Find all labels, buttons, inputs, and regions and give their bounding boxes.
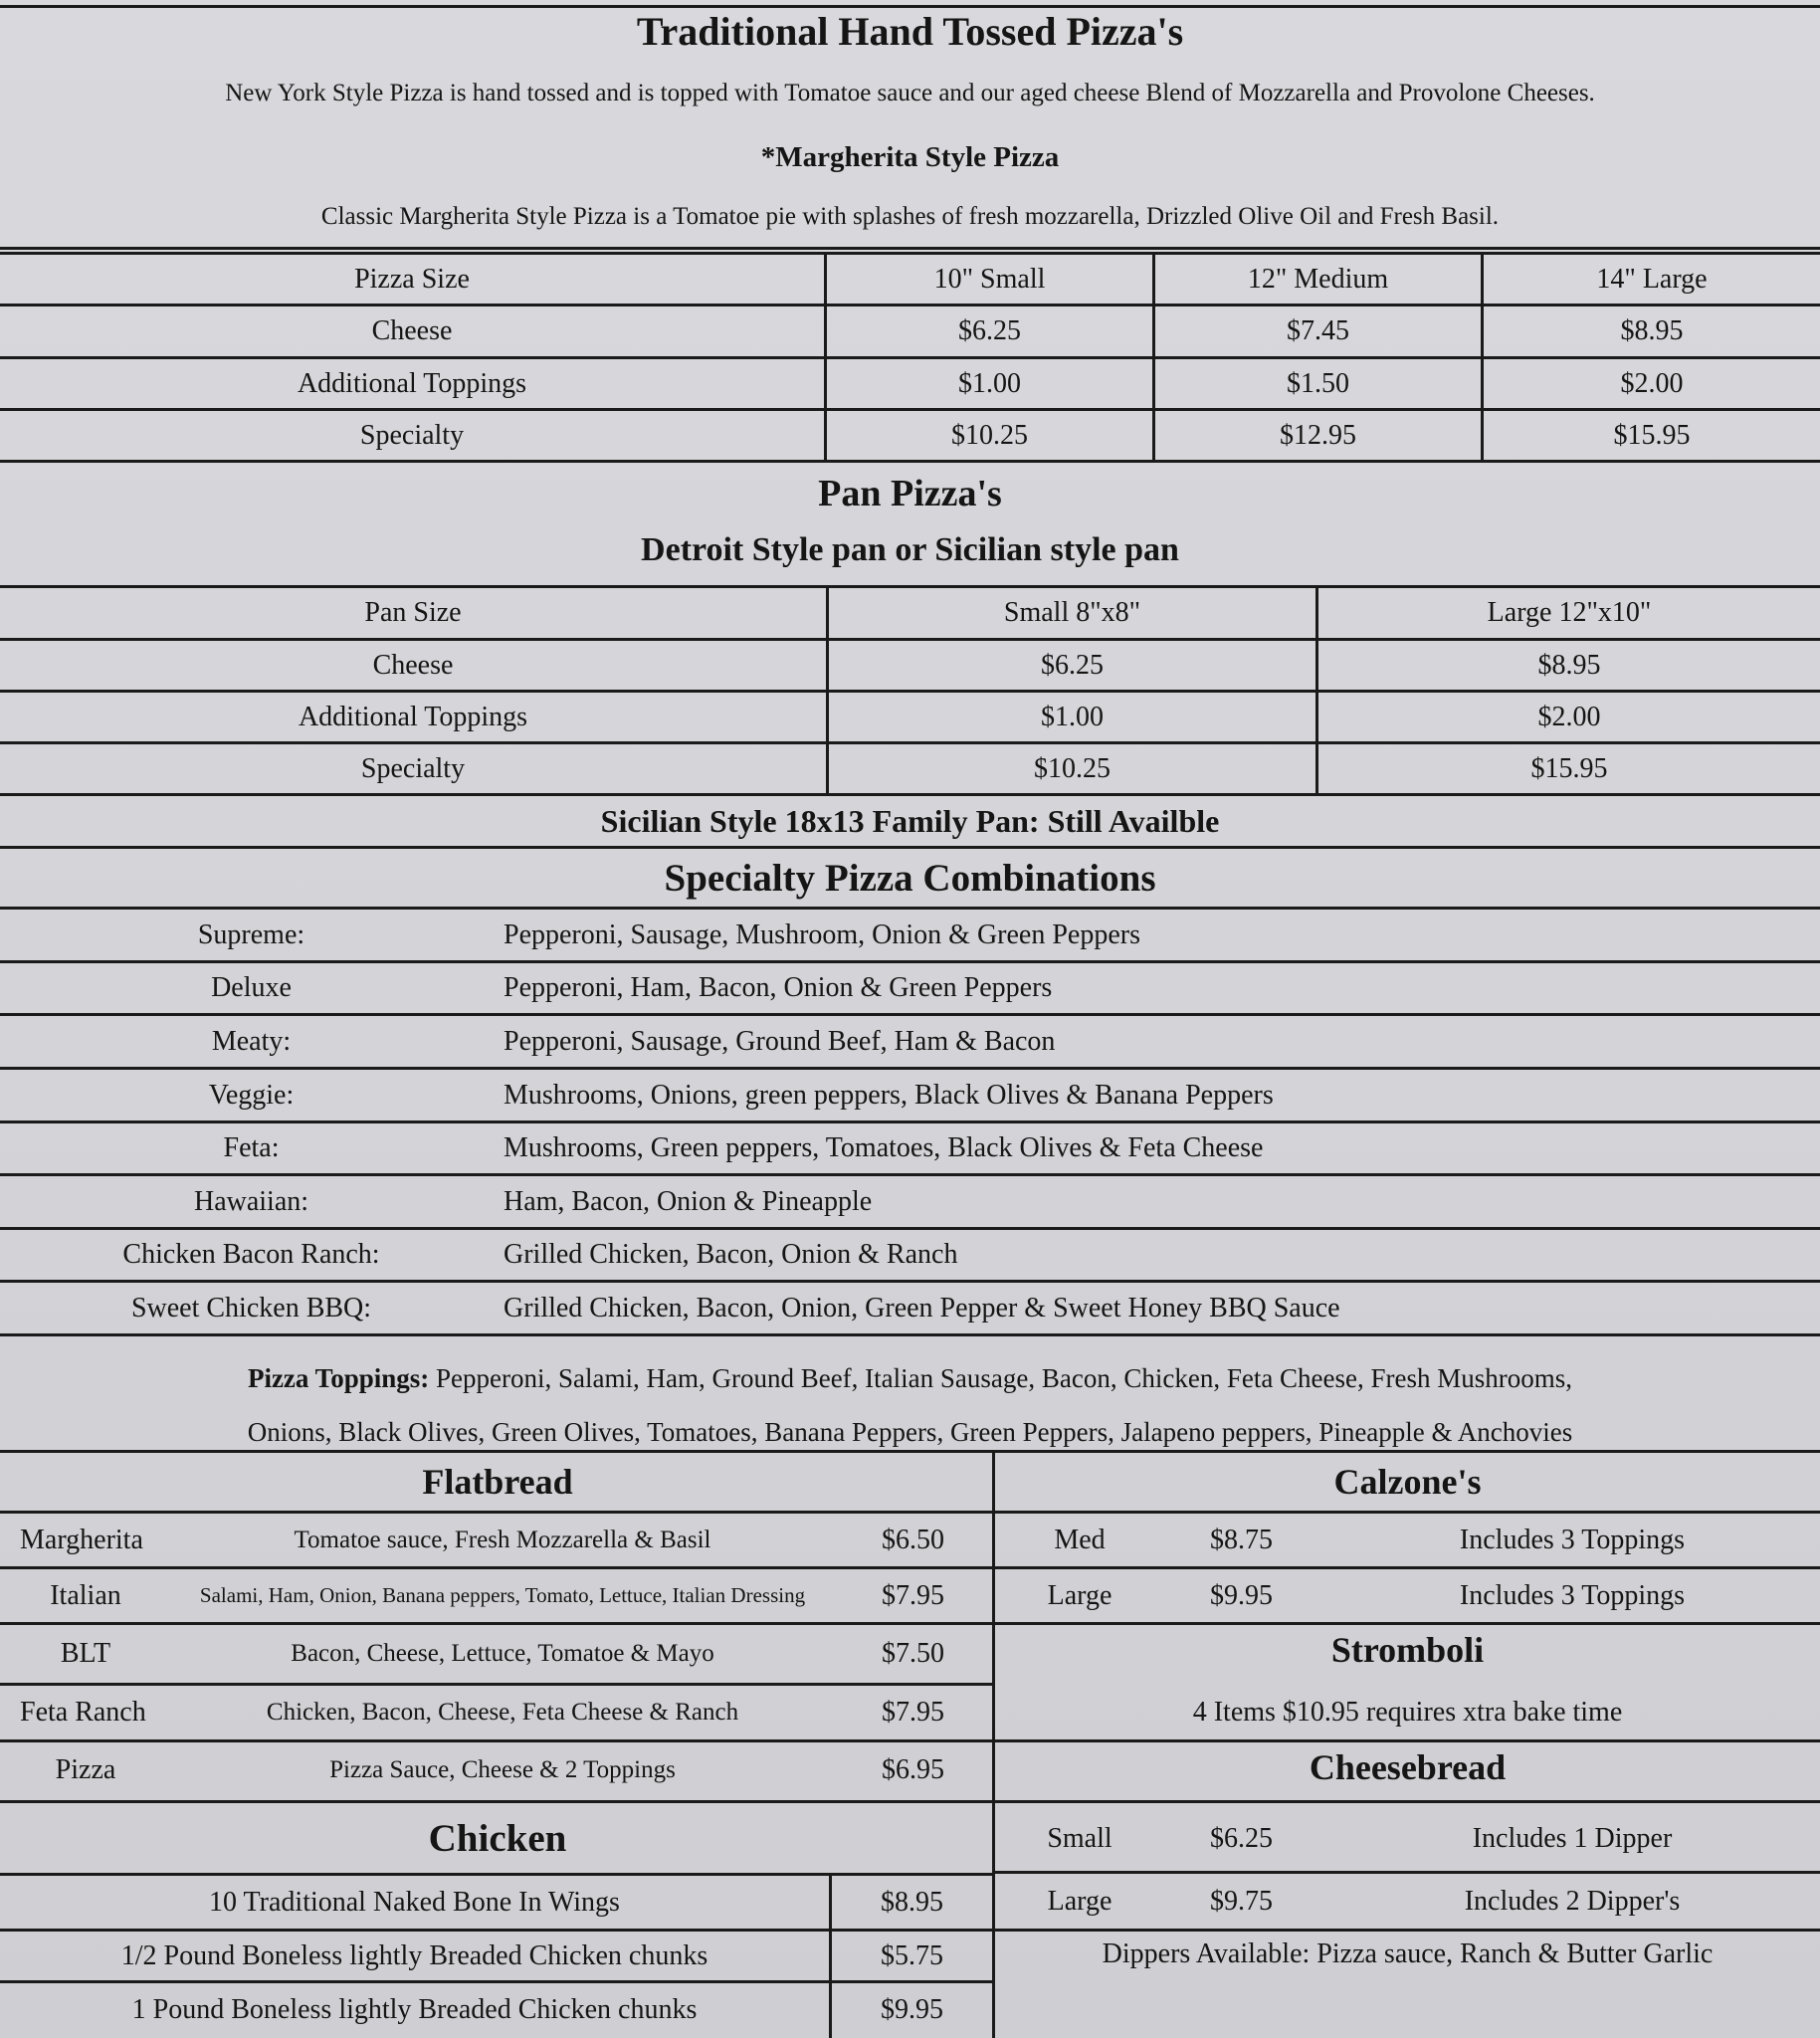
cheesebread-title: Cheesebread <box>1309 1747 1507 1787</box>
pan-row-label: Additional Toppings <box>298 701 528 732</box>
traditional-row-price: $2.00 <box>1620 367 1684 399</box>
traditional-row-label: Specialty <box>359 419 465 451</box>
calzone-note: Includes 3 Toppings <box>1459 1524 1686 1555</box>
specialty-name: Deluxe <box>211 972 292 1003</box>
traditional-row-price: $10.25 <box>951 419 1028 451</box>
traditional-description: New York Style Pizza is hand tossed and is topped with Tomatoe sauce and our aged cheese Blend of Mozzarella and Provolone Cheeses. <box>225 80 1595 106</box>
flatbread-price: $6.95 <box>882 1754 944 1785</box>
specialty-desc: Pepperoni, Ham, Bacon, Onion & Green Peppers <box>504 972 1053 1003</box>
chicken-price: $8.95 <box>881 1886 943 1918</box>
family-pan-note: Sicilian Style 18x13 Family Pan: Still Availble <box>600 802 1220 839</box>
pan-subtitle: Detroit Style pan or Sicilian style pan <box>641 531 1179 568</box>
pan-header-large: Large 12"x10" <box>1487 597 1652 628</box>
specialty-name: Veggie: <box>208 1079 295 1111</box>
specialty-desc: Pepperoni, Sausage, Mushroom, Onion & Green Peppers <box>504 918 1141 950</box>
specialty-desc: Pepperoni, Sausage, Ground Beef, Ham & Bacon <box>504 1025 1056 1057</box>
flatbread-price: $7.95 <box>882 1697 944 1728</box>
flatbread-name: BLT <box>60 1638 111 1669</box>
specialty-desc: Grilled Chicken, Bacon, Onion & Ranch <box>504 1239 958 1270</box>
traditional-row-price: $15.95 <box>1613 419 1691 451</box>
toppings-label: Pizza Toppings: <box>247 1363 430 1393</box>
traditional-header-medium: 12" Medium <box>1247 263 1389 295</box>
chicken-price: $9.95 <box>881 1993 943 2025</box>
flatbread-desc: Tomatoe sauce, Fresh Mozzarella & Basil <box>294 1526 711 1553</box>
specialty-desc: Mushrooms, Onions, green peppers, Black Olives & Banana Peppers <box>504 1079 1274 1111</box>
flatbread-desc: Salami, Ham, Onion, Banana peppers, Tomato, Lettuce, Italian Dressing <box>199 1583 806 1607</box>
flatbread-desc: Chicken, Bacon, Cheese, Feta Cheese & Ranch <box>266 1699 739 1726</box>
cheesebread-note: Includes 2 Dipper's <box>1464 1885 1681 1917</box>
flatbread-desc: Pizza Sauce, Cheese & 2 Toppings <box>329 1756 676 1783</box>
calzone-note: Includes 3 Toppings <box>1459 1579 1686 1611</box>
cheesebread-size: Large <box>1047 1885 1112 1917</box>
traditional-title: Traditional Hand Tossed Pizza's <box>636 9 1184 54</box>
specialty-desc: Mushrooms, Green peppers, Tomatoes, Black Olives & Feta Cheese <box>504 1132 1264 1163</box>
flatbread-price: $6.50 <box>882 1524 944 1555</box>
flatbread-price: $7.95 <box>882 1579 944 1611</box>
specialty-name: Meaty: <box>211 1025 292 1057</box>
calzone-size: Med <box>1054 1524 1106 1555</box>
pan-row-price: $6.25 <box>1041 649 1104 681</box>
specialty-name: Supreme: <box>197 918 305 950</box>
traditional-header-small: 10" Small <box>933 263 1046 295</box>
flatbread-desc: Bacon, Cheese, Lettuce, Tomatoe & Mayo <box>291 1640 714 1667</box>
chicken-desc: 1 Pound Boneless lightly Breaded Chicken chunks <box>131 1993 698 2025</box>
pan-row-price: $10.25 <box>1034 752 1111 784</box>
specialty-name: Sweet Chicken BBQ: <box>130 1292 372 1324</box>
pan-header-size: Pan Size <box>364 597 462 628</box>
toppings-line-1: Pepperoni, Salami, Ham, Ground Beef, Italian Sausage, Bacon, Chicken, Feta Cheese, Fresh Mushrooms, <box>429 1363 1573 1393</box>
traditional-row-price: $7.45 <box>1287 315 1349 346</box>
margherita-title: *Margherita Style Pizza <box>760 141 1060 173</box>
flatbread-price: $7.50 <box>882 1638 944 1669</box>
calzone-size: Large <box>1047 1579 1112 1611</box>
chicken-title: Chicken <box>428 1816 567 1860</box>
pan-row-label: Specialty <box>360 752 466 784</box>
traditional-row-price: $1.00 <box>958 367 1021 399</box>
cheesebread-price: $6.25 <box>1210 1823 1273 1854</box>
pan-row-price: $2.00 <box>1537 701 1601 732</box>
traditional-row-label: Cheese <box>371 315 453 346</box>
flatbread-name: Pizza <box>55 1754 116 1785</box>
calzone-price: $8.75 <box>1210 1524 1273 1555</box>
chicken-price: $5.75 <box>881 1939 943 1971</box>
chicken-desc: 1/2 Pound Boneless lightly Breaded Chicken chunks <box>120 1939 708 1971</box>
margherita-description: Classic Margherita Style Pizza is a Tomatoe pie with splashes of fresh mozzarella, Drizzled Olive Oil and Fresh Basil. <box>320 203 1500 230</box>
specialty-title: Specialty Pizza Combinations <box>664 856 1156 900</box>
traditional-row-price: $8.95 <box>1620 315 1684 346</box>
stromboli-title: Stromboli <box>1330 1630 1485 1670</box>
flatbread-name: Italian <box>50 1579 121 1611</box>
chicken-desc: 10 Traditional Naked Bone In Wings <box>209 1886 620 1918</box>
dippers-note: Dippers Available: Pizza sauce, Ranch & Butter Garlic <box>1102 1938 1714 1969</box>
flatbread-name: Margherita <box>20 1524 143 1555</box>
toppings-text <box>0 1351 1820 1459</box>
flatbread-name: Feta Ranch <box>20 1697 146 1728</box>
specialty-name: Feta: <box>223 1132 280 1163</box>
pan-header-small: Small 8"x8" <box>1003 597 1141 628</box>
cheesebread-note: Includes 1 Dipper <box>1472 1823 1673 1854</box>
pan-row-price: $15.95 <box>1530 752 1608 784</box>
specialty-desc: Ham, Bacon, Onion & Pineapple <box>504 1185 873 1217</box>
cheesebread-size: Small <box>1047 1823 1112 1854</box>
traditional-header-large: 14" Large <box>1596 263 1708 295</box>
pan-row-price: $1.00 <box>1041 701 1104 732</box>
traditional-row-label: Additional Toppings <box>297 367 527 399</box>
pan-row-price: $8.95 <box>1537 649 1601 681</box>
traditional-header-size: Pizza Size <box>354 263 470 295</box>
toppings-line-2: Onions, Black Olives, Green Olives, Tomatoes, Banana Peppers, Green Peppers, Jalapeno peppers, Pineapple & Anchovies <box>247 1417 1573 1447</box>
traditional-row-price: $1.50 <box>1287 367 1349 399</box>
cheesebread-price: $9.75 <box>1210 1885 1273 1917</box>
specialty-name: Chicken Bacon Ranch: <box>122 1239 380 1270</box>
pan-title: Pan Pizza's <box>818 473 1002 514</box>
calzone-price: $9.95 <box>1210 1579 1273 1611</box>
flatbread-title: Flatbread <box>422 1462 573 1502</box>
traditional-row-price: $12.95 <box>1280 419 1356 451</box>
specialty-name: Hawaiian: <box>193 1185 309 1217</box>
pan-row-label: Cheese <box>372 649 454 681</box>
specialty-desc: Grilled Chicken, Bacon, Onion, Green Pepper & Sweet Honey BBQ Sauce <box>504 1292 1340 1324</box>
traditional-row-price: $6.25 <box>958 315 1021 346</box>
stromboli-desc: 4 Items $10.95 requires xtra bake time <box>1192 1697 1623 1728</box>
calzone-title: Calzone's <box>1333 1462 1482 1502</box>
